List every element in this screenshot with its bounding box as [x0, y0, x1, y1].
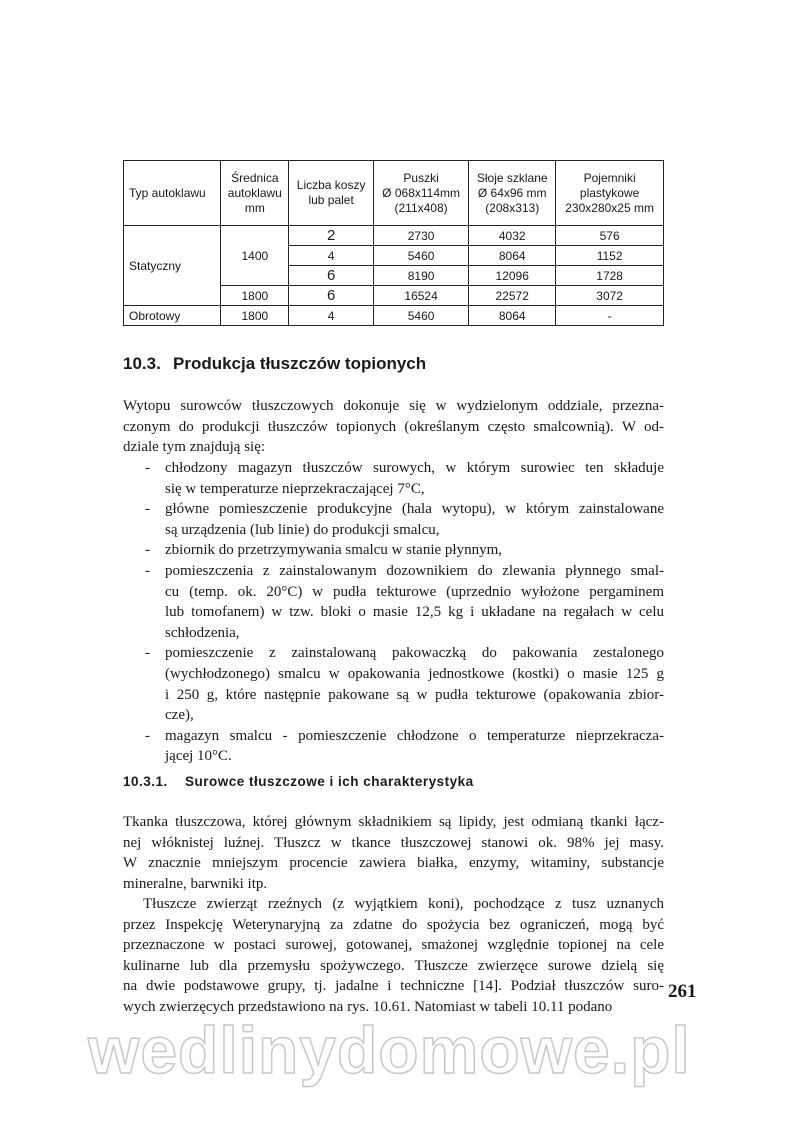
list-item-line: schłodzenia, [165, 624, 240, 641]
list-item-line: chłodzony magazyn tłuszczów surowych, w którym surowiec ten składuje [165, 460, 664, 476]
text-line: kulinarne lub dla przemysłu spożywczego. Tłuszcze zwierzęce surowe dzielą się [123, 957, 664, 974]
column-header-line: mm [244, 200, 265, 215]
intro-paragraph [123, 396, 664, 458]
column-header-line: Liczba koszy [296, 178, 366, 192]
list-item [123, 561, 664, 643]
table-cell: 5460 [373, 306, 468, 326]
table-cell: 22572 [469, 286, 556, 306]
list-item [123, 540, 664, 561]
column-header-line: Ø 068x114mm [382, 185, 460, 200]
text-line: Tkanka tłuszczowa, której głównym składnikiem są lipidy, jest odmianą tkanki łącz- [123, 814, 664, 830]
subsection-number: 10.3.1. [123, 774, 168, 789]
text-line: na dwie podstawowe grupy, tj. jadalne i techniczne [14]. Podział tłuszczów suro- [123, 978, 664, 995]
list-item [123, 643, 664, 725]
table-row [124, 306, 664, 326]
column-header [289, 161, 374, 226]
table-cell: 12096 [469, 266, 556, 286]
column-header [556, 161, 664, 226]
list-item [123, 726, 664, 767]
table-cell: 1728 [556, 266, 664, 286]
column-header-line: autoklawu [227, 185, 282, 200]
text-line: przeznaczone w postaci surowej, gotowanej, smażonej względnie topionej na cele [123, 937, 664, 954]
list-item-line: pomieszczenia z zainstalowanym dozownikiem do zlewania płynnego smal- [165, 562, 664, 579]
column-header-line: 230x280x25 mm [565, 200, 654, 215]
bullet-dash: - [145, 562, 150, 579]
column-header-line: plastykowe [579, 185, 640, 200]
text-line: Tłuszcze zwierząt rzeźnych (z wyjątkiem koni), pochodzące z tusz uznanych [143, 896, 664, 912]
autoclave-capacity-table [123, 160, 664, 326]
column-header [221, 161, 289, 226]
list-item [123, 458, 664, 499]
table-cell: 5460 [373, 246, 468, 266]
diameter-cell: 1800 [221, 306, 289, 326]
text-line: przez Inspekcję Weterynaryjną za zdatne do spożycia bez ograniczeń, mogą być [123, 916, 664, 933]
list-item [123, 499, 664, 540]
table-cell: 1152 [556, 246, 664, 266]
column-header [124, 161, 221, 226]
table-row [124, 226, 664, 246]
section-title: Produkcja tłuszczów topionych [173, 354, 427, 373]
list-item-line: cze), [165, 707, 194, 724]
table-cell: 3072 [556, 286, 664, 306]
table-cell: 4 [289, 246, 374, 266]
bullet-dash: - [145, 727, 150, 744]
text-line: dziale tym znajdują się: [123, 439, 266, 456]
column-header-line: Słoje szklane [476, 170, 548, 185]
section-heading [123, 354, 426, 374]
text-line: mineralne, barwniki itp. [123, 875, 268, 892]
column-header-line: Puszki [403, 170, 439, 185]
list-item-line: magazyn smalcu - pomieszczenie chłodzone o temperaturze nieprzekracza- [165, 727, 664, 744]
table-cell: 16524 [373, 286, 468, 306]
bullet-dash: - [145, 645, 150, 662]
text-line: W znacznie mniejszym procencie zawiera białka, enzymy, witaminy, substancje [123, 855, 664, 872]
column-header-line: lub palet [308, 193, 354, 207]
list-item-line: zbiornik do przetrzymywania smalcu w stanie płynnym, [165, 542, 502, 559]
table-cell: 6 [289, 266, 374, 286]
column-header [469, 161, 556, 226]
text-line: nej włóknistej luźnej. Tłuszcz w tkance tłuszczowej stanowi ok. 98% jej masy. [123, 834, 664, 851]
column-header-line: Ø 64x96 mm [477, 185, 547, 200]
bullet-dash: - [145, 460, 150, 476]
table-cell: 6 [289, 286, 374, 306]
section-number: 10.3. [123, 354, 161, 373]
list-item-line: pomieszczenie z zainstalowaną pakowaczką do pakowania zestalonego [165, 645, 664, 662]
subsection-heading [123, 774, 474, 789]
column-header-line: (208x313) [485, 200, 540, 215]
table-cell: 576 [556, 226, 664, 246]
page-number: 261 [668, 981, 697, 1002]
list-item-line: cu (temp. ok. 20°C) w pudła tekturowe (uprzednio wyłożone pergaminem [165, 583, 664, 600]
column-header-line: (211x408) [394, 200, 448, 215]
text-line: czonym do produkcji tłuszczów topionych (określanym często smalcownią). W od- [123, 418, 664, 435]
table-cell: 2730 [373, 226, 468, 246]
table-cell: 2 [289, 226, 374, 246]
bullet-dash: - [145, 542, 150, 559]
table-cell: - [556, 306, 664, 326]
subsection-title: Surowce tłuszczowe i ich charakterystyka [185, 774, 474, 789]
table-cell: 8064 [469, 306, 556, 326]
column-header-line: Średnica [231, 170, 279, 185]
list-item-line: główne pomieszczenie produkcyjne (hala wytopu), w którym zainstalowane [165, 501, 664, 518]
list-item-line: i 250 g, które następnie pakowane są w pudła tekturowe (opakowania zbior- [165, 686, 664, 703]
diameter-cell: 1400 [221, 226, 289, 286]
column-header-line: Typ autoklawu [129, 185, 206, 200]
table-cell: 4 [289, 306, 374, 326]
paragraph-2 [123, 894, 664, 1018]
table-header-row [124, 161, 664, 226]
autoclave-type-cell: Obrotowy [124, 306, 221, 326]
list-item-line: jącej 10°C. [165, 748, 232, 765]
list-item-line: lub tomofanem) w tzw. bloki o masie 12,5 kg i układane na regałach w celu [165, 604, 664, 621]
bullet-dash: - [145, 501, 150, 518]
column-header-line: Pojemniki [583, 170, 636, 185]
table-cell: 8064 [469, 246, 556, 266]
column-header [373, 161, 468, 226]
diameter-cell: 1800 [221, 286, 289, 306]
table-cell: 4032 [469, 226, 556, 246]
list-item-line: się w temperaturze nieprzekraczającej 7°C, [165, 480, 425, 497]
room-list [123, 458, 664, 767]
autoclave-type-cell: Statyczny [124, 226, 221, 306]
text-line: Wytopu surowców tłuszczowych dokonuje się w wydzielonym oddziale, przezna- [123, 398, 664, 414]
text-line: wych zwierzęcych przedstawiono na rys. 10.61. Natomiast w tabeli 10.11 podano [123, 998, 613, 1015]
list-item-line: (wychłodzonego) smalcu w opakowania jednostkowe (kostki) o masie 125 g [165, 665, 664, 682]
table-cell: 8190 [373, 266, 468, 286]
list-item-line: są urządzenia (lub linie) do produkcji smalcu, [165, 521, 440, 538]
watermark: wedlinydomowe.pl [88, 1013, 691, 1087]
paragraph-1 [123, 812, 664, 894]
